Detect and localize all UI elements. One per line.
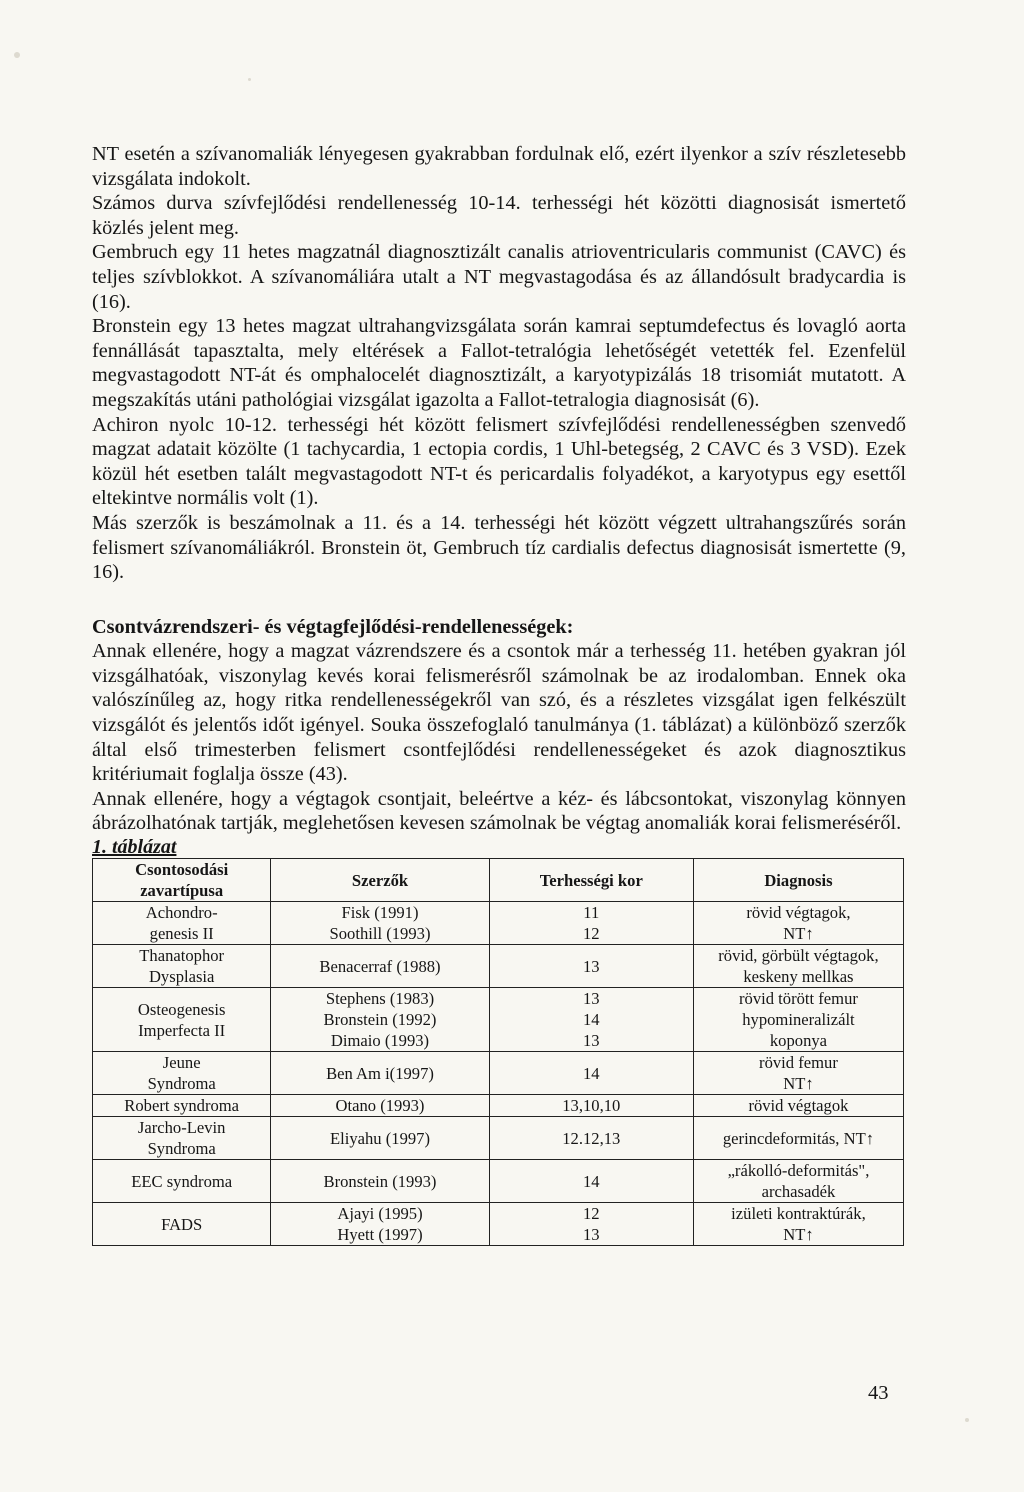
cell-gestational-age bbox=[489, 902, 693, 945]
row-fads bbox=[93, 1203, 904, 1246]
cell-line: Hyett (1997) bbox=[337, 1225, 423, 1245]
cell-line: 14 bbox=[582, 1171, 600, 1191]
cell-line: rövid femur bbox=[759, 1053, 838, 1073]
cell-authors bbox=[271, 1052, 489, 1095]
cell-line: 14 bbox=[582, 1063, 600, 1083]
cell-disorder-type bbox=[93, 1203, 271, 1246]
row-jarcho-levin-syndroma bbox=[93, 1117, 904, 1160]
cell-authors bbox=[271, 1203, 489, 1246]
header-cell-diagnosis bbox=[693, 859, 903, 902]
body-paragraph: Gembruch egy 11 hetes magzatnál diagnosztizált canalis atrioventricularis communist (CAVC) és teljes szívblokkot. A szívanomáliára utalt a NT megvastagodása és az állandósult bradycardia is (16). bbox=[92, 241, 906, 313]
bone-disorders-table bbox=[92, 858, 904, 1246]
cell-line: NT↑ bbox=[783, 1074, 814, 1094]
cell-line: Stephens (1983) bbox=[325, 989, 435, 1009]
cell-line: 13,10,10 bbox=[562, 1096, 621, 1116]
cell-diagnosis bbox=[693, 1203, 903, 1246]
cell-line: gerincdeformitás, NT↑ bbox=[722, 1128, 875, 1148]
cell-authors bbox=[271, 988, 489, 1052]
cell-line: 13 bbox=[582, 956, 600, 976]
cell-line: rövid, görbült végtagok, bbox=[718, 946, 879, 966]
cell-line: „rákolló-deformitás", bbox=[727, 1161, 870, 1181]
cell-authors bbox=[271, 902, 489, 945]
page-number: 43 bbox=[868, 1382, 889, 1404]
cell-gestational-age bbox=[489, 1117, 693, 1160]
cell-line: Bronstein (1993) bbox=[323, 1171, 437, 1191]
cell-line: 13 bbox=[582, 989, 600, 1009]
cell-line: Szerzők bbox=[351, 870, 409, 890]
cell-line: Robert syndroma bbox=[124, 1096, 240, 1116]
cell-line: koponya bbox=[769, 1031, 828, 1051]
cell-line: izületi kontraktúrák, bbox=[731, 1204, 866, 1224]
header-cell-authors bbox=[271, 859, 489, 902]
cell-disorder-type bbox=[93, 1117, 271, 1160]
cell-line: 13 bbox=[582, 1225, 600, 1245]
cell-disorder-type bbox=[93, 945, 271, 988]
cell-line: 12.12,13 bbox=[562, 1128, 621, 1148]
cell-diagnosis bbox=[693, 902, 903, 945]
cell-line: hypomineralizált bbox=[742, 1010, 855, 1030]
cell-line: Achondro- bbox=[145, 903, 218, 923]
header-cell-disorder-type bbox=[93, 859, 271, 902]
table-caption: 1. táblázat bbox=[92, 836, 177, 859]
cell-line: Thanatophor bbox=[139, 946, 225, 966]
cell-line: Diagnosis bbox=[764, 870, 833, 890]
cell-line: Fisk (1991) bbox=[341, 903, 419, 923]
cell-gestational-age bbox=[489, 1203, 693, 1246]
cell-line: Dysplasia bbox=[148, 967, 215, 987]
cell-line: 11 bbox=[583, 903, 600, 923]
cell-diagnosis bbox=[693, 1095, 903, 1117]
cell-authors bbox=[271, 1095, 489, 1117]
cell-line: Ajayi (1995) bbox=[337, 1204, 423, 1224]
cell-diagnosis bbox=[693, 988, 903, 1052]
cell-line: 12 bbox=[582, 1204, 600, 1224]
cell-gestational-age bbox=[489, 945, 693, 988]
cell-disorder-type bbox=[93, 902, 271, 945]
cell-gestational-age bbox=[489, 1052, 693, 1095]
cell-line: Soothill (1993) bbox=[329, 924, 431, 944]
cell-diagnosis bbox=[693, 1160, 903, 1203]
cell-diagnosis bbox=[693, 1052, 903, 1095]
cell-disorder-type bbox=[93, 1095, 271, 1117]
row-achondrogenesis bbox=[93, 902, 904, 945]
cell-diagnosis bbox=[693, 945, 903, 988]
body-paragraph: Más szerzők is beszámolnak a 11. és a 14. terhességi hét között végzett ultrahangszűrés során felismert szívanomáliákról. Bronstein öt, Gembruch tíz cardialis defectus diagnosisát ismertette (9, 16). bbox=[92, 511, 906, 584]
cell-line: típusa bbox=[179, 881, 224, 901]
cell-line: Jeune bbox=[162, 1053, 201, 1073]
section-heading: Csontvázrendszeri- és végtagfejlődési-rendellenességek: bbox=[92, 615, 574, 638]
table-header-row bbox=[93, 859, 904, 902]
body-paragraph: Bronstein egy 13 hetes magzat ultrahangvizsgálata során kamrai septumdefectus és lovagló aorta fennállását tapasztalta, mely eltérések a Fallot-tetralógia lehetőségét vetették fel. Ezenfelül megvastagodott NT-át és omphalocelét diagnosztizált, a karyotypizálás 18 trisomiát mutatott. A megszakítás utáni pathológiai vizsgálat igazolta a Fallot-tetralogia diagnosisát (6). bbox=[92, 315, 906, 411]
row-eec-syndroma bbox=[93, 1160, 904, 1203]
cell-line: Jarcho-Levin bbox=[137, 1118, 226, 1138]
cell-diagnosis bbox=[693, 1117, 903, 1160]
cell-line: Benacerraf (1988) bbox=[319, 956, 441, 976]
cell-authors bbox=[271, 1117, 489, 1160]
cell-authors bbox=[271, 945, 489, 988]
document-page bbox=[92, 142, 906, 1246]
cell-line: genesis II bbox=[149, 924, 214, 944]
cell-line: 12 bbox=[582, 924, 600, 944]
row-osteogenesis-imperfecta bbox=[93, 988, 904, 1052]
cell-line: FADS bbox=[161, 1214, 203, 1234]
cell-disorder-type bbox=[93, 988, 271, 1052]
cell-disorder-type bbox=[93, 1160, 271, 1203]
cell-line: Dimaio (1993) bbox=[330, 1031, 430, 1051]
cell-line: keskeny mellkas bbox=[743, 967, 854, 987]
cell-line: 14 bbox=[582, 1010, 600, 1030]
section-paragraph: Annak ellenére, hogy a végtagok csontjait, beleértve a kéz- és lábcsontokat, viszonylag könnyen ábrázolhatónak tartják, meglehetősen kevesen számolnak be végtag anomaliák korai felismeréséről. bbox=[92, 787, 906, 835]
cell-line: Syndroma bbox=[147, 1139, 216, 1159]
cell-line: NT↑ bbox=[783, 1225, 814, 1245]
header-cell-gestational-age bbox=[489, 859, 693, 902]
table-header bbox=[93, 859, 904, 902]
section-paragraph: Annak ellenére, hogy a magzat vázrendszere és a csontok már a terhesség 11. hetében gyakran jól vizsgálhatóak, viszonylag kevés korai felismerésről számolnak be az irodalomban. Ennek oka valószínűleg az, hogy ritka rendellenességekről van szó, és a részletes vizsgálat igen felkészült vizsgálót és jelentős időt igényel. Souka összefoglaló tanulmánya (1. táblázat) a különböző szerzők által első trimesterben felismert csontfejlődési rendellenességeket és azok diagnosztikus kritériumait foglalja össze (43). bbox=[92, 640, 906, 786]
cell-line: Bronstein (1992) bbox=[323, 1010, 437, 1030]
cell-gestational-age bbox=[489, 1095, 693, 1117]
row-thanatophor-dysplasia bbox=[93, 945, 904, 988]
cell-line: archasadék bbox=[761, 1182, 836, 1202]
cell-line: Ben Am i(1997) bbox=[326, 1063, 434, 1083]
cell-line: Csontosodási zavar bbox=[135, 860, 229, 901]
cell-disorder-type bbox=[93, 1052, 271, 1095]
section-spacer bbox=[92, 585, 906, 615]
cell-line: Osteogenesis bbox=[137, 999, 226, 1019]
cell-line: Syndroma bbox=[147, 1074, 216, 1094]
cell-line: Terhességi kor bbox=[539, 870, 643, 890]
cell-line: Imperfecta II bbox=[138, 1020, 226, 1040]
cell-line: Otano (1993) bbox=[335, 1096, 425, 1116]
cell-gestational-age bbox=[489, 1160, 693, 1203]
paper-speck bbox=[14, 52, 20, 58]
cell-line: Eliyahu (1997) bbox=[329, 1128, 430, 1148]
cell-line: 13 bbox=[582, 1031, 600, 1051]
cell-authors bbox=[271, 1160, 489, 1203]
cell-gestational-age bbox=[489, 988, 693, 1052]
body-paragraph: NT esetén a szívanomaliák lényegesen gyakrabban fordulnak elő, ezért ilyenkor a szív részletesebb vizsgálata indokolt. bbox=[92, 143, 906, 190]
cell-line: EEC syndroma bbox=[131, 1171, 233, 1191]
body-paragraph: Achiron nyolc 10-12. terhességi hét között felismert szívfejlődési rendellenességben szenvedő magzat adatait közölte (1 tachycardia, 1 ectopia cordis, 1 Uhl-betegség, 2 CAVC és 3 VSD). Ezek közül hét esetben talált megvastagodott NT-t és pericardalis folyadékot, a karyotypus egy esettől eltekintve normális volt (1). bbox=[92, 413, 906, 510]
cell-line: NT↑ bbox=[783, 924, 814, 944]
cell-line: rövid végtagok bbox=[748, 1096, 849, 1116]
table-body bbox=[93, 902, 904, 1246]
row-jeune-syndroma bbox=[93, 1052, 904, 1095]
paper-speck bbox=[965, 1418, 969, 1422]
paper-speck bbox=[248, 78, 251, 81]
body-paragraph: Számos durva szívfejlődési rendellenesség 10-14. terhességi hét közötti diagnosisát ismertető közlés jelent meg. bbox=[92, 192, 906, 239]
cell-line: rövid törött femur bbox=[739, 989, 858, 1009]
row-robert-syndroma bbox=[93, 1095, 904, 1117]
cell-line: rövid végtagok, bbox=[746, 903, 851, 923]
